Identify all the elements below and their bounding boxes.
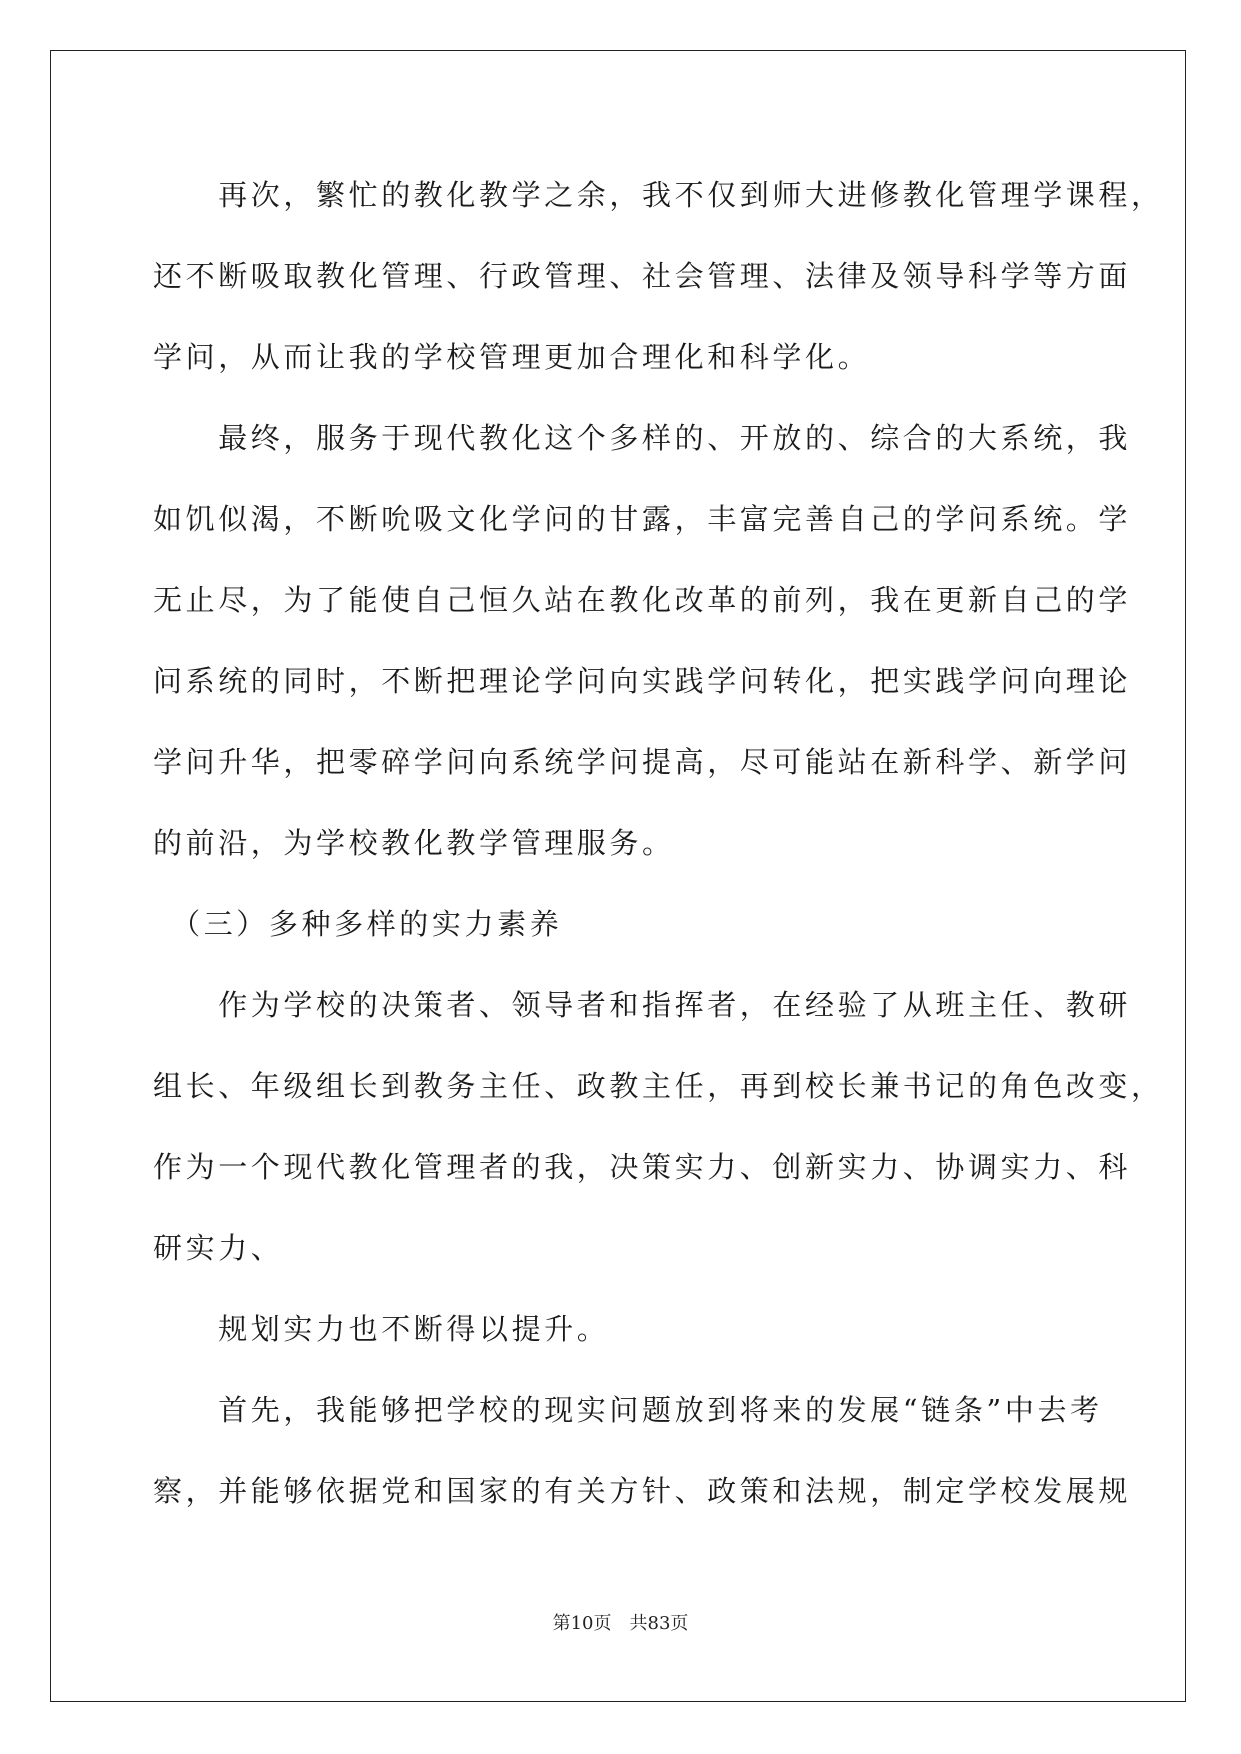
page-border — [50, 50, 1186, 1702]
text-line: 最终，服务于现代教化这个多样的、开放的、综合的大系统，我 — [153, 421, 1132, 455]
text-line: 再次，繁忙的教化教学之余，我不仅到师大进修教化管理学课程， — [153, 178, 1164, 212]
text-line: 的前沿，为学校教化教学管理服务。 — [153, 826, 675, 860]
text-line: 察，并能够依据党和国家的有关方针、政策和法规，制定学校发展规 — [153, 1474, 1132, 1508]
text-line: 问系统的同时，不断把理论学问向实践学问转化，把实践学问向理论 — [153, 664, 1132, 698]
text-line: 学问升华，把零碎学问向系统学问提高，尽可能站在新科学、新学问 — [153, 745, 1132, 779]
text-line: 作为学校的决策者、领导者和指挥者，在经验了从班主任、教研 — [153, 988, 1132, 1022]
page-number-footer: 第10页 共83页 — [552, 1613, 689, 1634]
text-line: 研实力、 — [153, 1231, 284, 1265]
text-line: 如饥似渴，不断吮吸文化学问的甘露，丰富完善自己的学问系统。学 — [153, 502, 1132, 536]
text-line: 规划实力也不断得以提升。 — [153, 1312, 610, 1346]
text-line: 组长、年级组长到教务主任、政教主任，再到校长兼书记的角色改变， — [153, 1069, 1164, 1103]
text-line: 还不断吸取教化管理、行政管理、社会管理、法律及领导科学等方面 — [153, 259, 1132, 293]
text-line: 首先，我能够把学校的现实问题放到将来的发展“链条”中去考 — [153, 1393, 1103, 1427]
text-line: 作为一个现代教化管理者的我，决策实力、创新实力、协调实力、科 — [153, 1150, 1132, 1184]
section-heading: （三）多种多样的实力素养 — [153, 907, 563, 941]
text-line: 无止尽，为了能使自己恒久站在教化改革的前列，我在更新自己的学 — [153, 583, 1132, 617]
text-line: 学问，从而让我的学校管理更加合理化和科学化。 — [153, 340, 871, 374]
